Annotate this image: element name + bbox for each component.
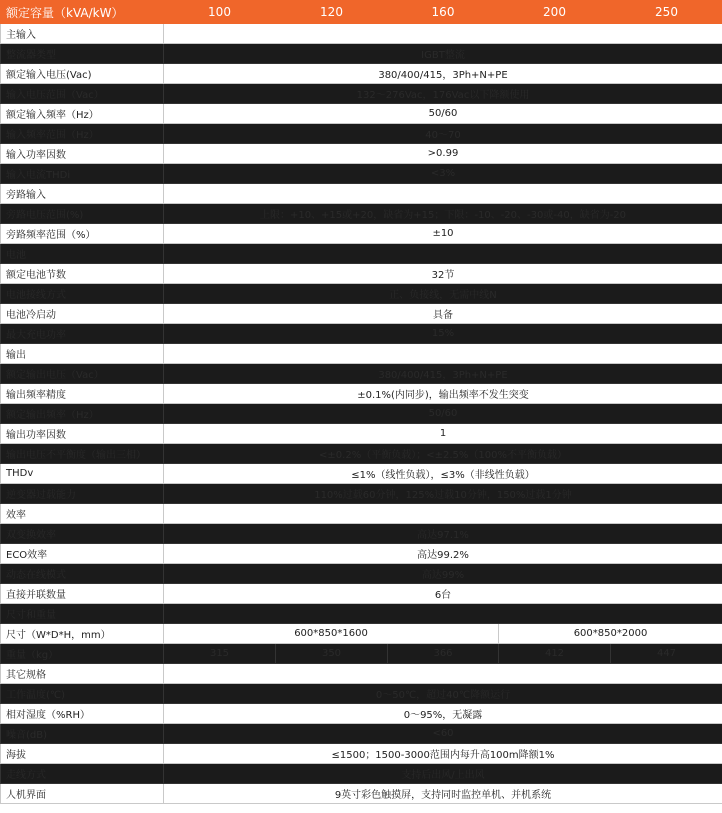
table-row xyxy=(1,604,722,624)
dimensions-large: 600*850*2000 xyxy=(499,624,722,644)
row-label: 尺寸和重量 xyxy=(1,604,164,624)
model-100: 100 xyxy=(164,1,276,24)
weight-row xyxy=(1,644,722,664)
row-label: 额定电池节数 xyxy=(1,264,164,284)
row-label: 输出电压不平衡度（输出三相） xyxy=(1,444,164,464)
table-row xyxy=(1,484,722,504)
row-label: 电池冷启动 xyxy=(1,304,164,324)
table-row xyxy=(1,544,722,564)
table-row xyxy=(1,44,722,64)
row-label: 额定输出频率（Hz） xyxy=(1,404,164,424)
row-value: 上限：+10、+15或+20，缺省为+15；下限：-10、-20、-30或-40，缺省为-20 xyxy=(164,204,722,224)
row-label: 额定输出电压（Vac） xyxy=(1,364,164,384)
table-row xyxy=(1,244,722,264)
row-value: ±10 xyxy=(164,224,722,244)
row-label: 重量（kg） xyxy=(1,644,164,664)
row-value: <3% xyxy=(164,164,722,184)
row-label: 旁路电压范围(%) xyxy=(1,204,164,224)
row-label: ECO效率 xyxy=(1,544,164,564)
row-label: 最大充电功率 xyxy=(1,324,164,344)
row-label: 旁路输入 xyxy=(1,184,164,204)
row-label: 电池接线方式 xyxy=(1,284,164,304)
row-value: 高达97.1% xyxy=(164,524,722,544)
row-value: 高达99.2% xyxy=(164,544,722,564)
row-label: 动态在线模式 xyxy=(1,564,164,584)
row-label: 额定输入频率（Hz） xyxy=(1,104,164,124)
row-label: 双变换效率 xyxy=(1,524,164,544)
model-250: 250 xyxy=(611,1,722,24)
model-200: 200 xyxy=(499,1,611,24)
row-value: 380/400/415，3Ph+N+PE xyxy=(164,364,722,384)
weight-value: 447 xyxy=(611,644,722,664)
table-row xyxy=(1,184,722,204)
row-value: 40～70 xyxy=(164,124,722,144)
row-label: 效率 xyxy=(1,504,164,524)
model-120: 120 xyxy=(276,1,388,24)
row-value xyxy=(164,184,722,204)
row-value xyxy=(164,504,722,524)
row-value: 110%过载60分钟，125%过载10分钟，150%过载1分钟 xyxy=(164,484,722,504)
row-value: 50/60 xyxy=(164,104,722,124)
model-160: 160 xyxy=(388,1,499,24)
row-value: 6台 xyxy=(164,584,722,604)
table-row xyxy=(1,144,722,164)
table-row xyxy=(1,224,722,244)
capacity-header: 额定容量（kVA/kW） xyxy=(1,1,164,24)
table-row xyxy=(1,704,722,724)
table-row xyxy=(1,584,722,604)
row-value xyxy=(164,244,722,264)
row-value: IGBT整流 xyxy=(164,44,722,64)
row-value: 正、负接线，无需中线N xyxy=(164,284,722,304)
row-value xyxy=(164,344,722,364)
dimensions-row xyxy=(1,624,722,644)
table-row xyxy=(1,304,722,324)
row-label: 尺寸（W*D*H，mm） xyxy=(1,624,164,644)
row-label: 逆变器过载能力 xyxy=(1,484,164,504)
table-row xyxy=(1,464,722,484)
table-row xyxy=(1,324,722,344)
row-value: 15% xyxy=(164,324,722,344)
table-row xyxy=(1,264,722,284)
table-row xyxy=(1,24,722,44)
row-label: 海拔 xyxy=(1,744,164,764)
table-row xyxy=(1,344,722,364)
table-row xyxy=(1,364,722,384)
row-label: 旁路频率范围（%） xyxy=(1,224,164,244)
row-label: 相对湿度（%RH） xyxy=(1,704,164,724)
table-row xyxy=(1,204,722,224)
row-value: 支持后出风/上出风 xyxy=(164,764,722,784)
table-row xyxy=(1,744,722,764)
table-row xyxy=(1,444,722,464)
row-label: THDv xyxy=(1,464,164,484)
row-value: 具备 xyxy=(164,304,722,324)
row-label: 工作温度(℃) xyxy=(1,684,164,704)
table-row xyxy=(1,504,722,524)
row-value: 9英寸彩色触摸屏，支持同时监控单机、并机系统 xyxy=(164,784,722,804)
row-label: 输入电压范围（Vac） xyxy=(1,84,164,104)
row-value xyxy=(164,24,722,44)
row-value: ≤1500；1500-3000范围内每升高100m降额1% xyxy=(164,744,722,764)
row-value: <60 xyxy=(164,724,722,744)
row-label: 输出 xyxy=(1,344,164,364)
row-label: 输入功率因数 xyxy=(1,144,164,164)
dimensions-small: 600*850*1600 xyxy=(164,624,499,644)
row-label: 输入频率范围（Hz） xyxy=(1,124,164,144)
table-row xyxy=(1,524,722,544)
row-label: 走线方式 xyxy=(1,764,164,784)
header-row xyxy=(1,1,722,24)
table-row xyxy=(1,664,722,684)
table-row xyxy=(1,724,722,744)
weight-value: 350 xyxy=(276,644,388,664)
table-row xyxy=(1,164,722,184)
table-row xyxy=(1,564,722,584)
row-value xyxy=(164,664,722,684)
row-label: 直接并联数量 xyxy=(1,584,164,604)
row-value: 0～95%，无凝露 xyxy=(164,704,722,724)
table-row xyxy=(1,64,722,84)
row-label: 输入电流THDi xyxy=(1,164,164,184)
row-value: 0～50℃，超过40℃降额运行 xyxy=(164,684,722,704)
row-value: ≤1%（线性负载），≤3%（非线性负载） xyxy=(164,464,722,484)
row-value xyxy=(164,604,722,624)
table-row xyxy=(1,764,722,784)
table-row xyxy=(1,284,722,304)
table-row xyxy=(1,124,722,144)
row-label: 人机界面 xyxy=(1,784,164,804)
row-value: ±0.1%(内同步)，输出频率不发生突变 xyxy=(164,384,722,404)
table-row xyxy=(1,384,722,404)
table-row xyxy=(1,424,722,444)
weight-value: 366 xyxy=(388,644,499,664)
row-label: 噪音(dB) xyxy=(1,724,164,744)
weight-value: 412 xyxy=(499,644,611,664)
table-row xyxy=(1,684,722,704)
row-value: 50/60 xyxy=(164,404,722,424)
row-value: 高达99% xyxy=(164,564,722,584)
table-row xyxy=(1,104,722,124)
row-label: 主输入 xyxy=(1,24,164,44)
row-value: >0.99 xyxy=(164,144,722,164)
row-label: 电池 xyxy=(1,244,164,264)
row-label: 整流器类型 xyxy=(1,44,164,64)
table-row xyxy=(1,404,722,424)
table-row xyxy=(1,784,722,804)
table-row xyxy=(1,84,722,104)
row-value: <±0.2%（平衡负载）；<±2.5%（100%不平衡负载） xyxy=(164,444,722,464)
row-value: 32节 xyxy=(164,264,722,284)
row-label: 输出功率因数 xyxy=(1,424,164,444)
row-value: 132～276Vac，176Vac以下降额使用 xyxy=(164,84,722,104)
row-label: 其它规格 xyxy=(1,664,164,684)
row-value: 1 xyxy=(164,424,722,444)
weight-value: 315 xyxy=(164,644,276,664)
row-value: 380/400/415，3Ph+N+PE xyxy=(164,64,722,84)
row-label: 输出频率精度 xyxy=(1,384,164,404)
row-label: 额定输入电压(Vac) xyxy=(1,64,164,84)
